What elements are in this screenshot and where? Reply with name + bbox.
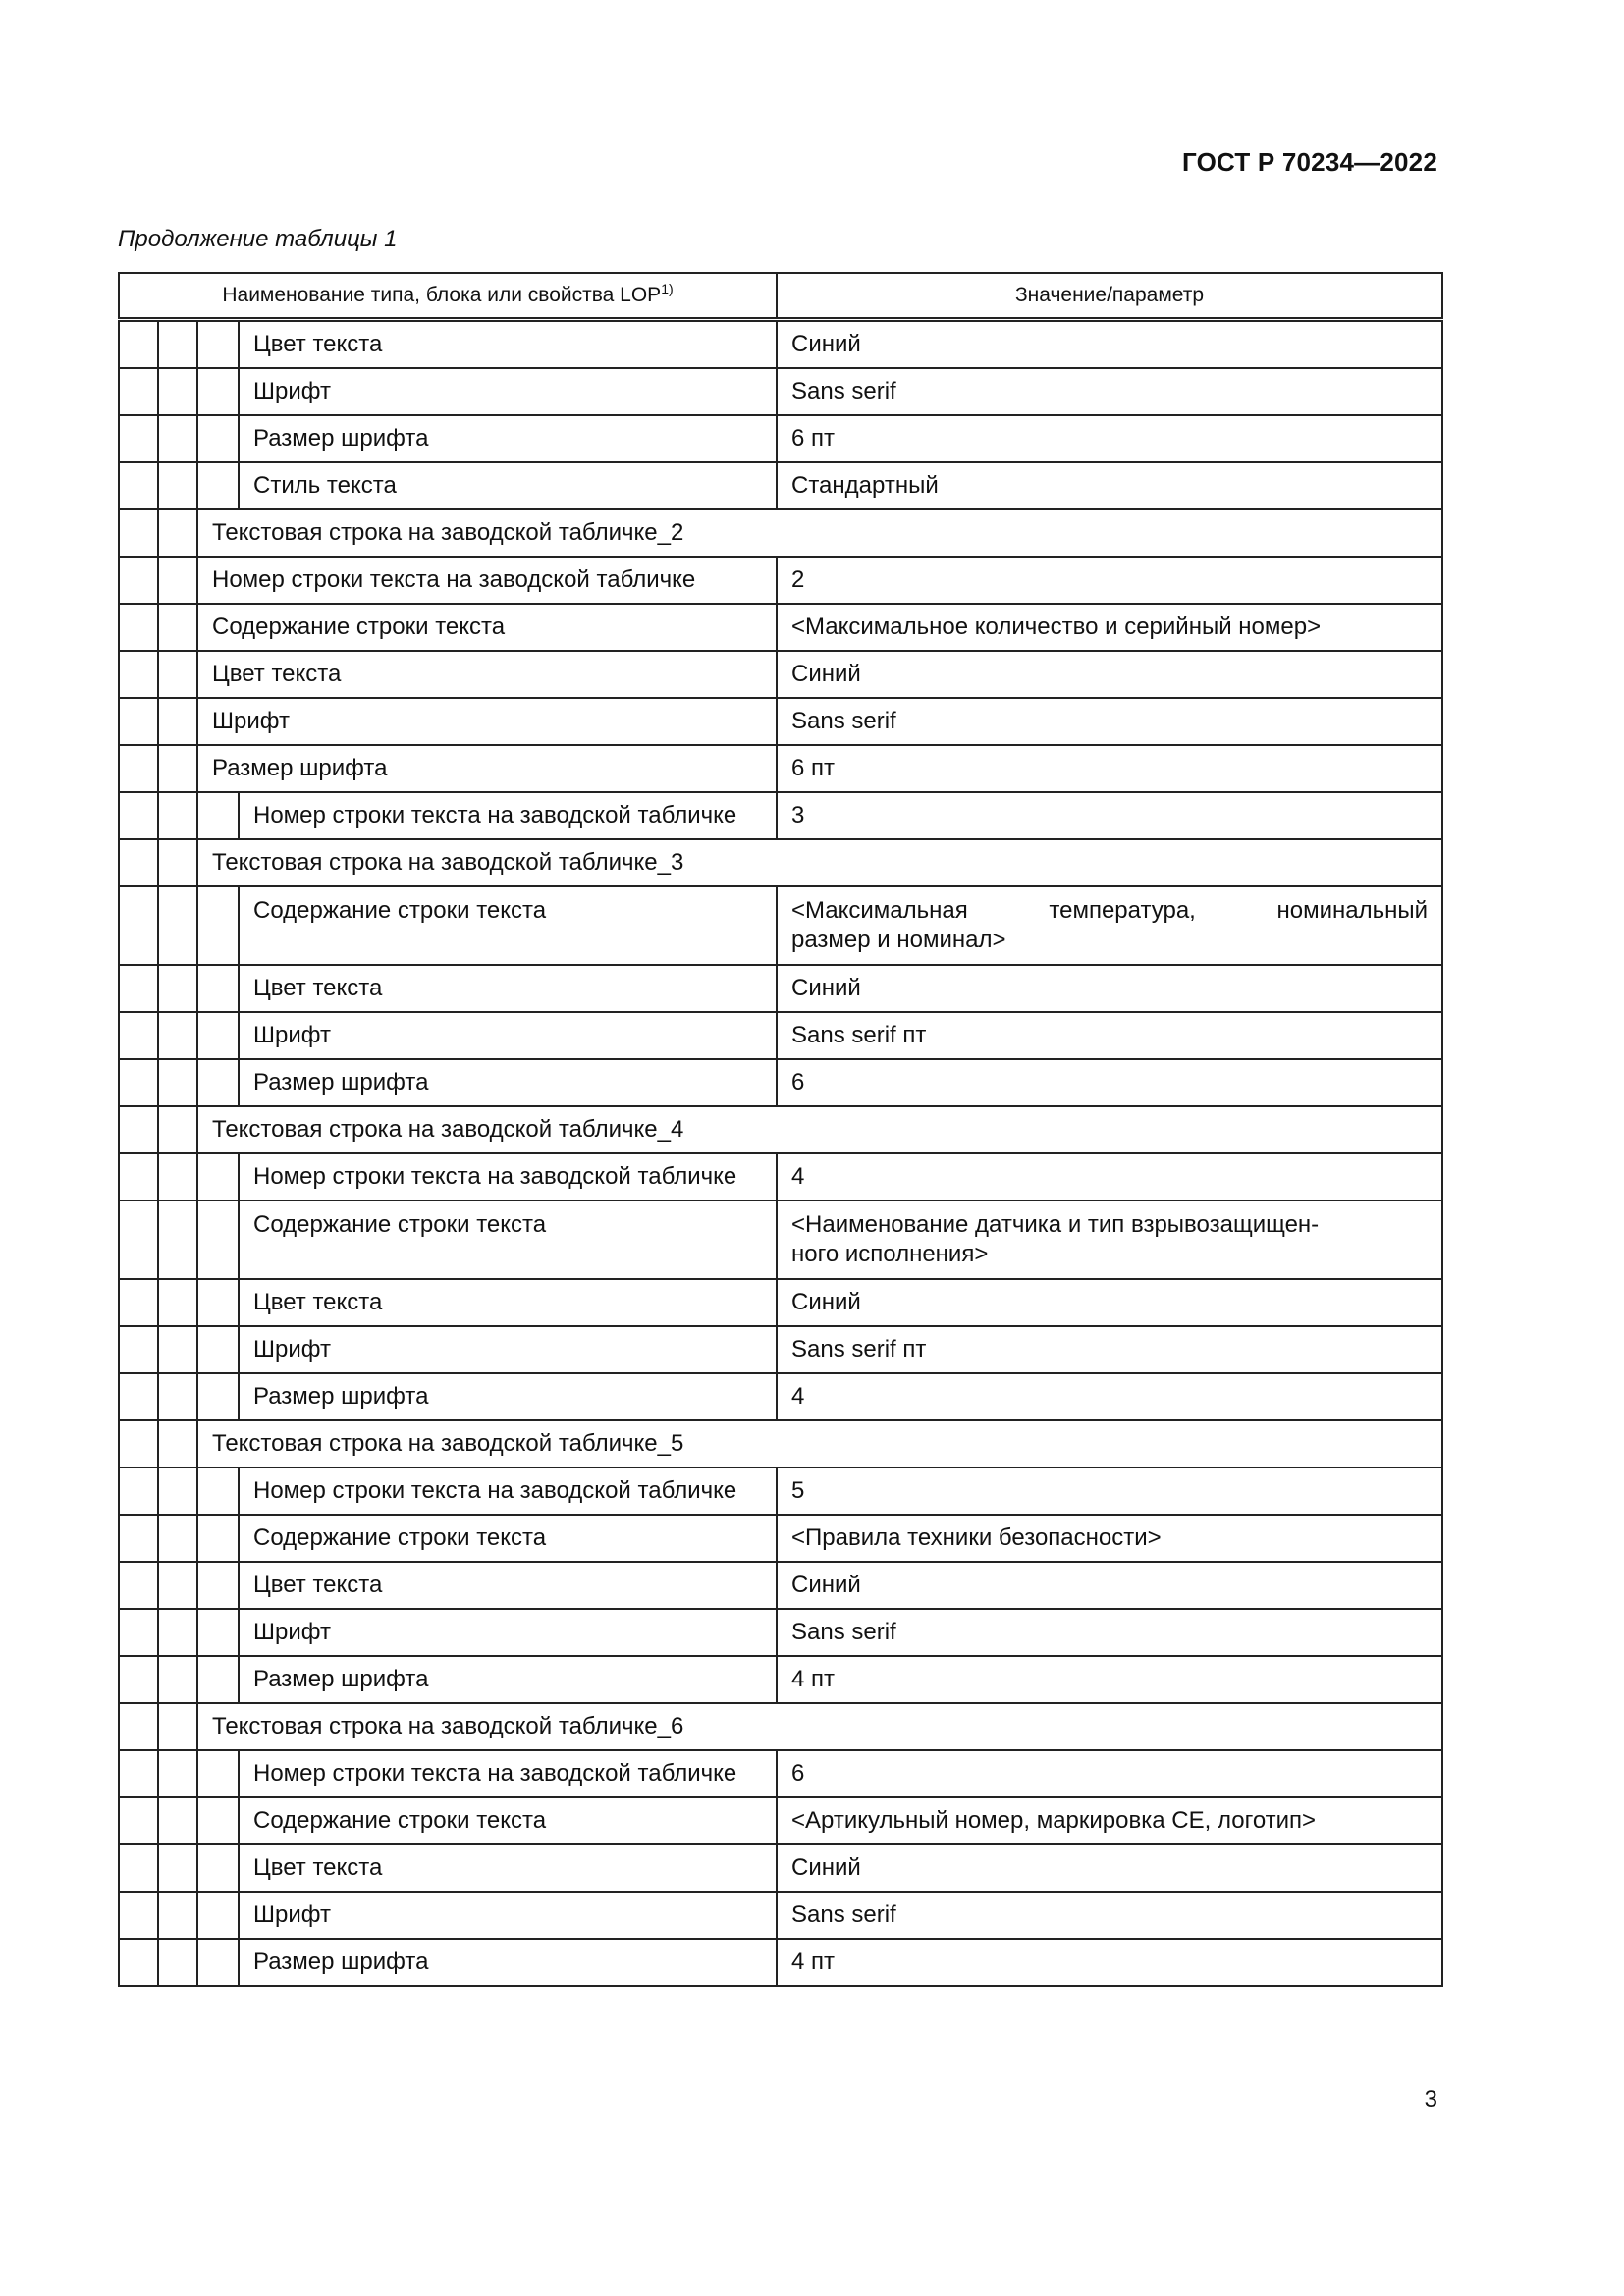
table-row bbox=[119, 745, 1442, 792]
table-row bbox=[119, 1153, 1442, 1201]
section-row bbox=[119, 839, 1442, 886]
row-value: Sans serif bbox=[777, 368, 1442, 415]
section-label: Текстовая строка на заводской табличке_5 bbox=[197, 1420, 1442, 1468]
table-row bbox=[119, 1656, 1442, 1703]
column-header-value: Значение/параметр bbox=[777, 273, 1442, 320]
table-caption: Продолжение таблицы 1 bbox=[118, 226, 398, 252]
row-label: Цвет текста bbox=[239, 1844, 777, 1892]
table-row bbox=[119, 462, 1442, 509]
row-label: Содержание строки текста bbox=[239, 1515, 777, 1562]
row-label: Шрифт bbox=[239, 1609, 777, 1656]
row-value: Sans serif пт bbox=[777, 1012, 1442, 1059]
row-label: Шрифт bbox=[197, 698, 777, 745]
row-label: Размер шрифта bbox=[239, 1656, 777, 1703]
row-label: Шрифт bbox=[239, 1012, 777, 1059]
document-code: ГОСТ Р 70234—2022 bbox=[1182, 147, 1437, 177]
table-row bbox=[119, 965, 1442, 1012]
row-value: Синий bbox=[777, 651, 1442, 698]
table-row bbox=[119, 1326, 1442, 1373]
table-row bbox=[119, 557, 1442, 604]
row-value: Стандартный bbox=[777, 462, 1442, 509]
row-label: Стиль текста bbox=[239, 462, 777, 509]
row-value: 2 bbox=[777, 557, 1442, 604]
row-value: 4 bbox=[777, 1373, 1442, 1420]
section-label: Текстовая строка на заводской табличке_3 bbox=[197, 839, 1442, 886]
row-label: Шрифт bbox=[239, 368, 777, 415]
table-row bbox=[119, 886, 1442, 965]
section-label: Текстовая строка на заводской табличке_6 bbox=[197, 1703, 1442, 1750]
row-value: Sans serif bbox=[777, 698, 1442, 745]
row-value: 3 bbox=[777, 792, 1442, 839]
section-label: Текстовая строка на заводской табличке_2 bbox=[197, 509, 1442, 557]
section-label: Текстовая строка на заводской табличке_4 bbox=[197, 1106, 1442, 1153]
row-value: <Артикульный номер, маркировка СЕ, логотип> bbox=[777, 1797, 1442, 1844]
row-label: Размер шрифта bbox=[239, 415, 777, 462]
table-row bbox=[119, 1892, 1442, 1939]
table-row bbox=[119, 1373, 1442, 1420]
row-value: Sans serif пт bbox=[777, 1326, 1442, 1373]
table-row bbox=[119, 651, 1442, 698]
row-label: Цвет текста bbox=[239, 1279, 777, 1326]
section-row bbox=[119, 509, 1442, 557]
table-row bbox=[119, 368, 1442, 415]
row-value: 4 пт bbox=[777, 1939, 1442, 1986]
table-row bbox=[119, 1468, 1442, 1515]
table-row bbox=[119, 1797, 1442, 1844]
section-row bbox=[119, 1703, 1442, 1750]
section-row bbox=[119, 1420, 1442, 1468]
row-label: Содержание строки текста bbox=[239, 886, 777, 965]
row-label: Содержание строки текста bbox=[197, 604, 777, 651]
row-value: <Наименование датчика и тип взрывозащищен- ного исполнения> bbox=[777, 1201, 1442, 1279]
table-row bbox=[119, 698, 1442, 745]
row-label: Шрифт bbox=[239, 1892, 777, 1939]
row-label: Содержание строки текста bbox=[239, 1201, 777, 1279]
row-label: Размер шрифта bbox=[239, 1373, 777, 1420]
column-header-name: Наименование типа, блока или свойства LOP$^{1)}$ bbox=[119, 273, 777, 320]
table-row bbox=[119, 320, 1442, 369]
table-row bbox=[119, 415, 1442, 462]
table-row bbox=[119, 1279, 1442, 1326]
table-row bbox=[119, 1609, 1442, 1656]
table-row bbox=[119, 792, 1442, 839]
row-value: 6 пт bbox=[777, 745, 1442, 792]
row-label: Номер строки текста на заводской табличке bbox=[239, 792, 777, 839]
row-value: Sans serif bbox=[777, 1892, 1442, 1939]
row-label: Номер строки текста на заводской табличке bbox=[239, 1750, 777, 1797]
page-number: 3 bbox=[1424, 2086, 1437, 2112]
table-row bbox=[119, 1012, 1442, 1059]
table-row bbox=[119, 1562, 1442, 1609]
row-value: 5 bbox=[777, 1468, 1442, 1515]
row-value: 4 пт bbox=[777, 1656, 1442, 1703]
row-value: Синий bbox=[777, 1279, 1442, 1326]
table-row bbox=[119, 1201, 1442, 1279]
row-value: Sans serif bbox=[777, 1609, 1442, 1656]
row-label: Цвет текста bbox=[239, 1562, 777, 1609]
row-label: Цвет текста bbox=[239, 320, 777, 369]
row-value: Синий bbox=[777, 1844, 1442, 1892]
row-label: Размер шрифта bbox=[239, 1939, 777, 1986]
table-row bbox=[119, 1059, 1442, 1106]
row-value: 4 bbox=[777, 1153, 1442, 1201]
row-label: Содержание строки текста bbox=[239, 1797, 777, 1844]
row-label: Номер строки текста на заводской табличке bbox=[239, 1468, 777, 1515]
table-row bbox=[119, 1939, 1442, 1986]
row-value: <Правила техники безопасности> bbox=[777, 1515, 1442, 1562]
table-row bbox=[119, 1515, 1442, 1562]
row-label: Цвет текста bbox=[239, 965, 777, 1012]
row-label: Номер строки текста на заводской табличке bbox=[239, 1153, 777, 1201]
row-label: Номер строки текста на заводской табличке bbox=[197, 557, 777, 604]
row-label: Шрифт bbox=[239, 1326, 777, 1373]
row-value: Синий bbox=[777, 965, 1442, 1012]
properties-table bbox=[118, 272, 1443, 1987]
row-value: 6 bbox=[777, 1059, 1442, 1106]
row-label: Размер шрифта bbox=[239, 1059, 777, 1106]
row-value: 6 bbox=[777, 1750, 1442, 1797]
row-label: Цвет текста bbox=[197, 651, 777, 698]
table-row bbox=[119, 1750, 1442, 1797]
table-row bbox=[119, 1844, 1442, 1892]
section-row bbox=[119, 1106, 1442, 1153]
row-value: <Максимальная температура, номинальный размер и номинал> bbox=[777, 886, 1442, 965]
row-value: <Максимальное количество и серийный номер> bbox=[777, 604, 1442, 651]
row-label: Размер шрифта bbox=[197, 745, 777, 792]
table-row bbox=[119, 604, 1442, 651]
row-value: 6 пт bbox=[777, 415, 1442, 462]
row-value: Синий bbox=[777, 320, 1442, 369]
table-header-row bbox=[119, 273, 1442, 320]
row-value: Синий bbox=[777, 1562, 1442, 1609]
